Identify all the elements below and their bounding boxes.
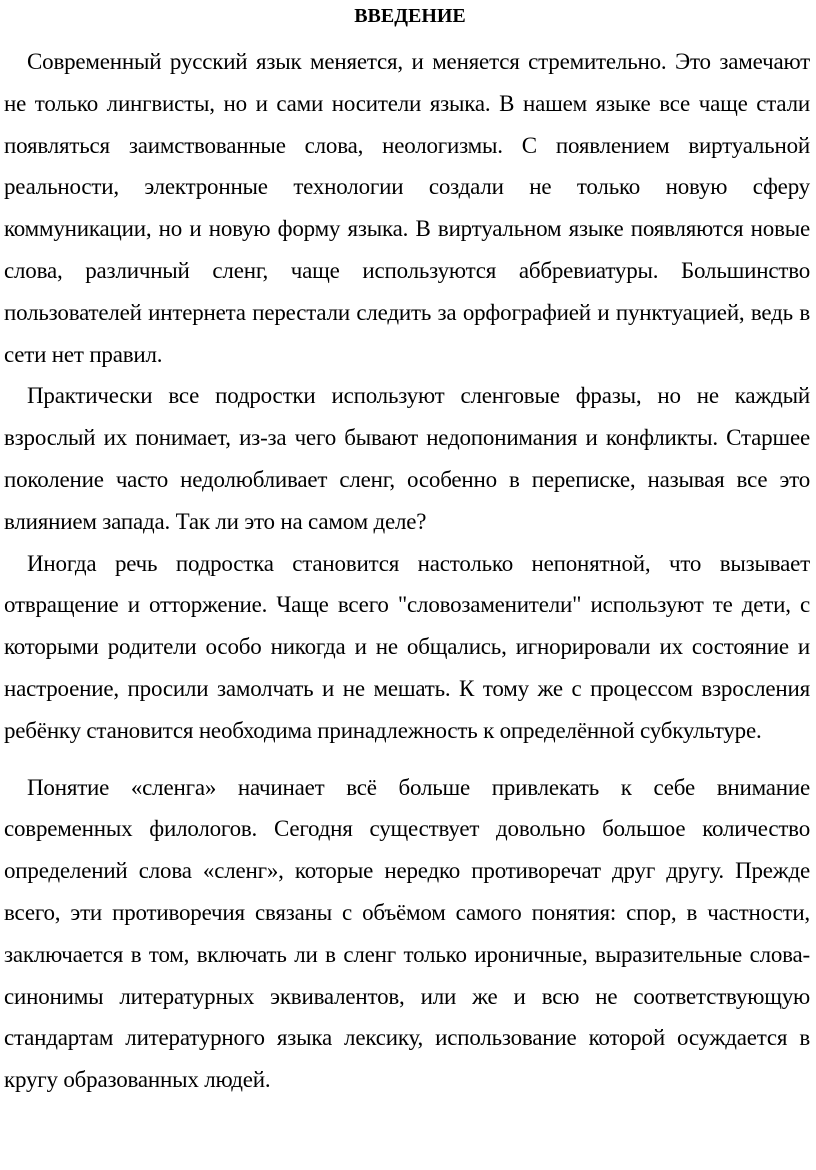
paragraph-1: Современный русский язык меняется, и меняется стремительно. Это замечают не только лингвисты, но и сами носители языка. В нашем языке все чаще стали появляться заимствованные слова, неологизмы. С появлением виртуальной реальности, электронные технологии создали не только новую сферу коммуникации, но и новую форму языка. В виртуальном языке появляются новые слова, различный сленг, чаще используются аббревиатуры. Большинство пользователей интернета перестали следить за орфографией и пунктуацией, ведь в сети нет правил. — [4, 49, 810, 367]
paragraph-4: Понятие «сленга» начинает всё больше привлекать к себе внимание современных филологов. Сегодня существует довольно большое количество определений слова «сленг», которые нередко противоречат друг другу. Прежде всего, эти противоречия связаны с объёмом самого понятия: спор, в частности, заключается в том, включать ли в сленг только ироничные, выразительные слова-синонимы литературных эквивалентов, или же и всю не соответствующую стандартам литературного языка лексику, использование которой осуждается в кругу образованных людей. — [4, 774, 810, 1093]
document-title: ВВЕДЕНИЕ — [354, 5, 466, 27]
paragraph-3: Иногда речь подростка становится настолько непонятной, что вызывает отвращение и отторжение. Чаще всего "словозаменители" используют те дети, с которыми родители особо никогда и не общались, игнорировали их состояние и настроение, просили замолчать и не мешать. К тому же с процессом взросления ребёнку становится необходима принадлежность к определённой субкультуре. — [4, 550, 810, 743]
paragraph-2: Практически все подростки используют сленговые фразы, но не каждый взрослый их понимает, из-за чего бывают недопонимания и конфликты. Старшее поколение часто недолюбливает сленг, особенно в переписке, называя все это влиянием запада. Так ли это на самом деле? — [4, 383, 810, 534]
